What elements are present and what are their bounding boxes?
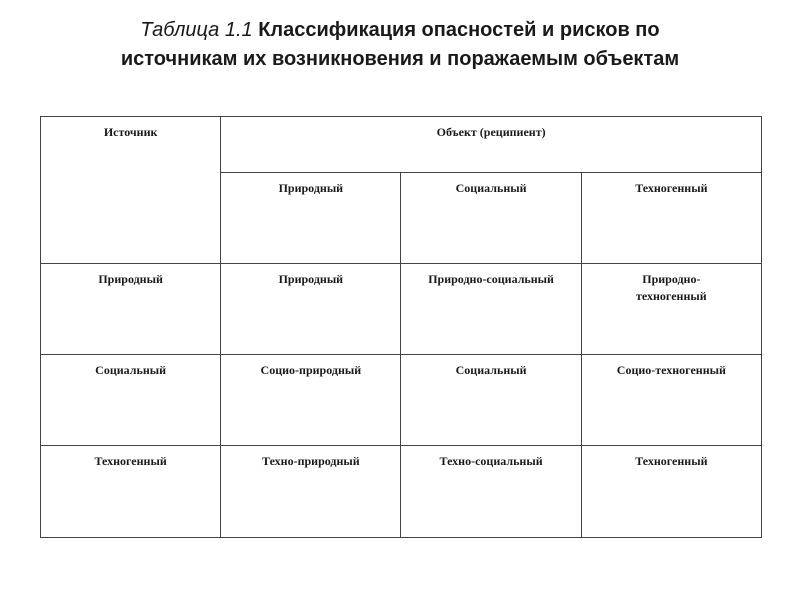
hazard-classification-table	[40, 116, 762, 538]
object-header-cell: Объект (реципиент)	[221, 117, 762, 173]
source-header-cell: Источник	[41, 117, 221, 264]
caption-text-line-1: Классификация опасностей и рисков по	[258, 19, 660, 41]
table-cell: Природно-социальный	[401, 264, 581, 355]
caption-text-line-2: источникам их возникновения и поражаемым объектам	[120, 48, 680, 70]
object-column-social: Социальный	[401, 173, 581, 264]
table-cell: Техно-природный	[221, 446, 401, 538]
table-caption	[40, 16, 760, 74]
table-cell: Техно-социальный	[401, 446, 581, 538]
source-cell: Техногенный	[41, 446, 221, 538]
source-cell: Природный	[41, 264, 221, 355]
object-column-technogenic: Техногенный	[581, 173, 761, 264]
table-header-row	[41, 117, 762, 173]
table-cell: Социо-природный	[221, 355, 401, 446]
object-column-natural: Природный	[221, 173, 401, 264]
table-cell: Социо-техногенный	[581, 355, 761, 446]
table-cell: Техногенный	[581, 446, 761, 538]
table-cell: Природный	[221, 264, 401, 355]
table-cell: Природно-техногенный	[581, 264, 761, 355]
table-row-natural	[41, 264, 762, 355]
source-cell: Социальный	[41, 355, 221, 446]
table-row-social	[41, 355, 762, 446]
table-cell: Социальный	[401, 355, 581, 446]
table-row-technogenic	[41, 446, 762, 538]
caption-number: Таблица 1.1	[140, 19, 253, 41]
